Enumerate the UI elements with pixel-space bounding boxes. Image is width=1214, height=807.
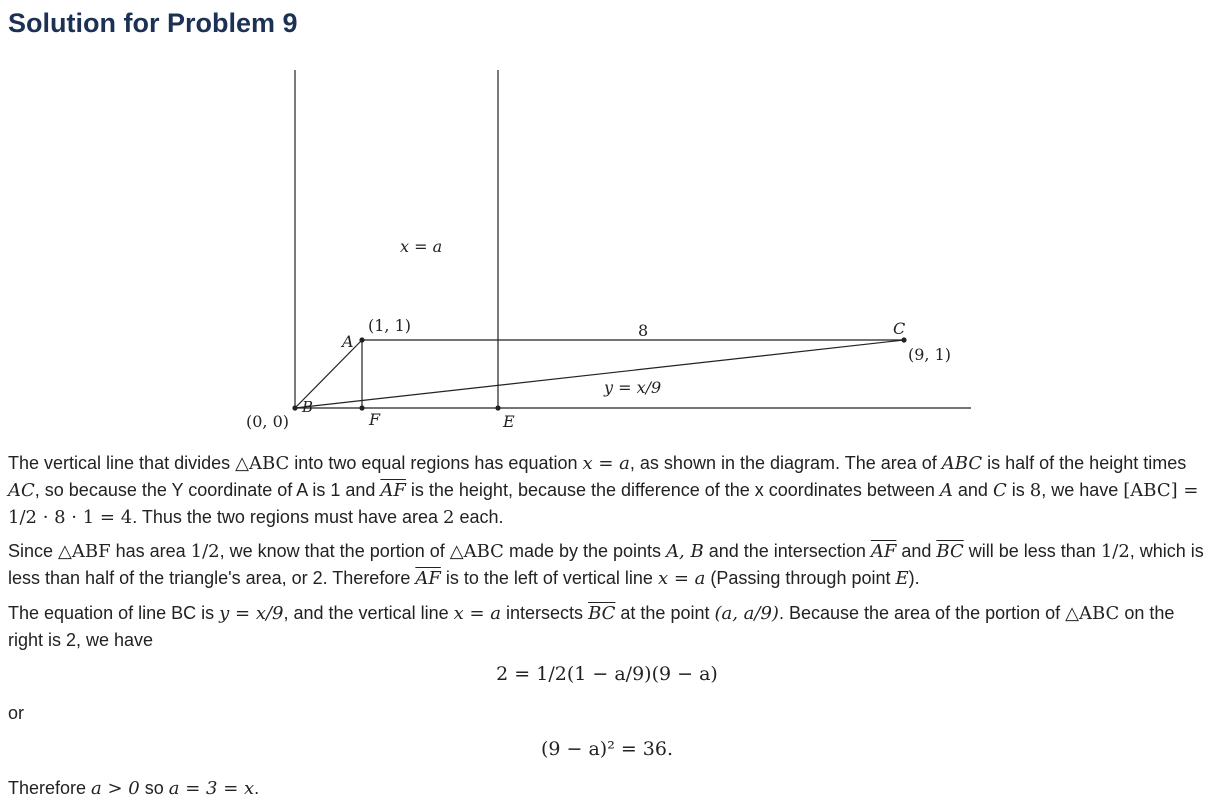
point-c <box>901 337 906 342</box>
label-a-coords: (1, 1) <box>368 316 412 335</box>
label-c-coords: (9, 1) <box>908 345 952 364</box>
point-f <box>359 405 364 410</box>
label-a: A <box>342 332 354 351</box>
equation-square: (9 − a)² = 36. <box>540 738 674 760</box>
segment-bc <box>295 340 904 408</box>
paragraph-left-of-line: Since △ABF has area 1/2, we know that the portion of △ABC made by the points A, B and the intersection $\overline{AF}$ and $\overline{BC}$ will be less than 1/2, which is less than half of the triangle's area, or 2. Therefore $\overline{AF}$ is to the left of vertical line x = a (Passing through point E). <box>8 541 1204 589</box>
point-b <box>292 405 297 410</box>
label-length-8: 8 <box>638 321 649 340</box>
point-a <box>359 337 364 342</box>
point-e <box>495 405 500 410</box>
page-title: Solution for Problem 9 <box>8 8 298 38</box>
label-c: C <box>893 319 906 338</box>
paragraph-area-setup: The vertical line that divides △ABC into two equal regions has equation x = a, as shown in the diagram. The area of ABC is half of the height times AC, so because the Y coordinate of A is 1 and $\overline{AF}$ is the height, because the difference of the x coordinates between A and C is 8, we have [ABC] = 1/2 · 8 · 1 = 4. Thus the two regions must have area 2 each. <box>8 453 1199 528</box>
or-text: or <box>8 703 25 723</box>
label-origin: (0, 0) <box>246 412 290 431</box>
label-line-equation: y = x/9 <box>604 378 662 397</box>
paragraph-line-bc: The equation of line BC is y = x/9, and the vertical line x = a intersects $\overline{BC}$ at the point (a, a/9). Because the area of the portion of △ABC on the right is 2, we have <box>8 603 1175 650</box>
label-x-eq-a: x = a <box>400 237 443 256</box>
label-b: B <box>302 398 314 416</box>
label-e: E <box>503 412 515 431</box>
label-f: F <box>369 410 381 429</box>
equation-area: 2 = 1/2(1 − a/9)(9 − a) <box>496 663 718 685</box>
paragraph-conclusion: Therefore a > 0 so a = 3 = x. <box>8 778 260 799</box>
